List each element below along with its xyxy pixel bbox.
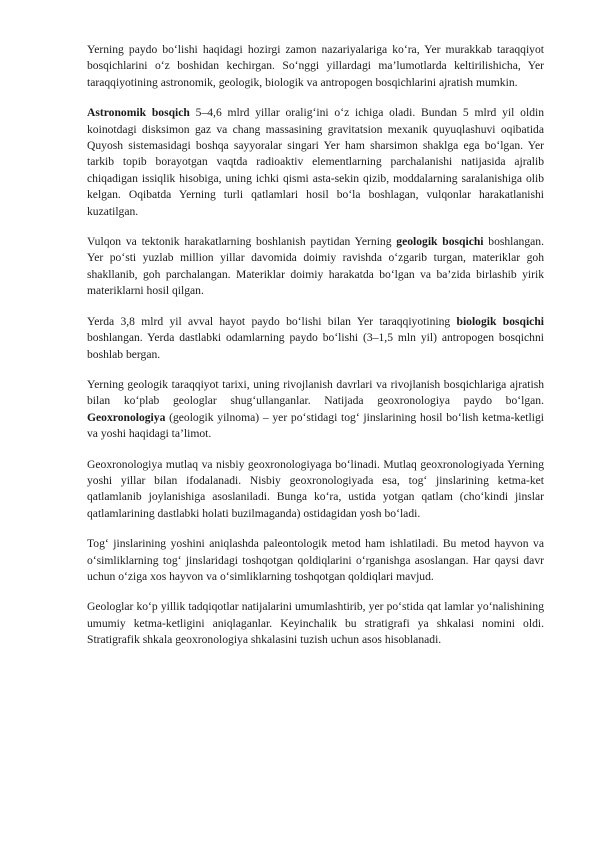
bold-term: Astronomik bosqich (87, 106, 190, 120)
text-segment: Vulqon va tektonik harakatlarning boshlanish paytidan Yerning (87, 235, 397, 249)
paragraph (87, 599, 544, 648)
body-text (87, 42, 544, 649)
text-segment: 5–4,6 mlrd yillar oralig‘ini o‘z ichiga oladi. Bundan 5 mlrd yil oldin koinotdagi disksimon gaz va chang massasining gravitatsion mexanik quyuqlashuvi oqibatida Quyosh sistemasidagi boshqa sayyoralar singari Yer ham sharsimon shaklga ega bo‘lgan. Yer tarkib topib borayotgan vaqtda radioaktiv elementlarning parchalanishi natijasida ajralib chiqadigan issiqlik hisobiga, uning ichki qismi asta-sekin qizib, moddalarning saralanishiga olib kelgan. Oqibatda Yerning turli qatlamlari hosil bo‘la boshlagan, vulqonlar harakatlanishi kuzatilgan. (87, 106, 545, 218)
text-segment: Tog‘ jinslarining yoshini aniqlashda paleontologik metod ham ishlatiladi. Bu metod hayvon va o‘simliklarning tog‘ jinslaridagi toshqotgan qoldiqlarini o‘rganishga asoslangan. Har qaysi davr uchun o‘ziga xos hayvon va o‘simliklarning toshqotgan qoldiqlari mavjud. (87, 537, 544, 583)
text-segment: (geologik yilnoma) – yer po‘stidagi tog‘ jinslarining hosil bo‘lish ketma-ketligi va yoshi haqidagi ta’limot. (87, 410, 544, 441)
text-segment: Geoxronologiya mutlaq va nisbiy geoxronologiyaga bo‘linadi. Mutlaq geoxronologiyada Yerning yoshi yillar bilan ifodalanadi. Nisbiy geoxronologiyada esa, tog‘ jinslarining ketma-ket qatlamlanib joylanishiga asoslaniladi. Bunga ko‘ra, ustida yotgan qatlam (cho‘kindi jinslar qatlamlarining dastlabki holati buzilmaganda) ostidagidan yosh bo‘ladi. (87, 457, 544, 520)
text-segment: boshlangan. Yerda dastlabki odamlarning paydo bo‘lishi (3–1,5 mln yil) antropogen bosqichni boshlab bergan. (87, 331, 544, 361)
paragraph (87, 377, 544, 443)
bold-term: Geoxronologiya (87, 410, 166, 424)
text-segment: Yerda 3,8 mlrd yil avval hayot paydo bo‘lishi bilan Yer taraqqiyotining (87, 314, 457, 328)
paragraph (87, 536, 544, 585)
text-segment: Yerning paydo bo‘lishi haqidagi hozirgi zamon nazariyalariga ko‘ra, Yer murakkab taraqqiyot bosqichlarini o‘z boshidan kechirgan. So‘nggi yillardagi ma’lumotlarda keltirilishicha, Yer taraqqiyotining astronomik, geologik, biologik va antropogen bosqichlarini ajratish mumkin. (87, 43, 544, 89)
bold-term: biologik bosqichi (456, 314, 544, 328)
text-segment: Geologlar ko‘p yillik tadqiqotlar natijalarini umumlashtirib, yer po‘stida qat lamlar yo‘nalishining umumiy ketma-ketligini aniqlaganlar. Keyinchalik bu stratigrafi ya shkalasi nomini oldi. Stratigrafik shkala geoxronologiya shkalasini tuzish uchun asos hisoblanadi. (87, 600, 544, 647)
paragraph (87, 234, 544, 300)
paragraph (87, 105, 544, 220)
text-segment: Yerning geologik taraqqiyot tarixi, uning rivojlanish davrlari va rivojlanish bosqichlariga ajratish bilan ko‘plab geologlar shug‘ullanganlar. Natijada geoxronologiya paydo bo‘lgan. (87, 377, 544, 408)
paragraph (87, 42, 544, 91)
paragraph (87, 457, 544, 523)
paragraph (87, 314, 544, 363)
text-segment: boshlangan. Yer po‘sti yuzlab million yillar davomida doimiy ravishda o‘zgarib turgan, materiklar goh shakllanib, goh parchalangan. Materiklar doimiy harakatda bo‘lgan va ba’zida birlashib yirik materiklarni hosil qilgan. (87, 235, 544, 298)
bold-term: geologik bosqichi (396, 235, 484, 249)
